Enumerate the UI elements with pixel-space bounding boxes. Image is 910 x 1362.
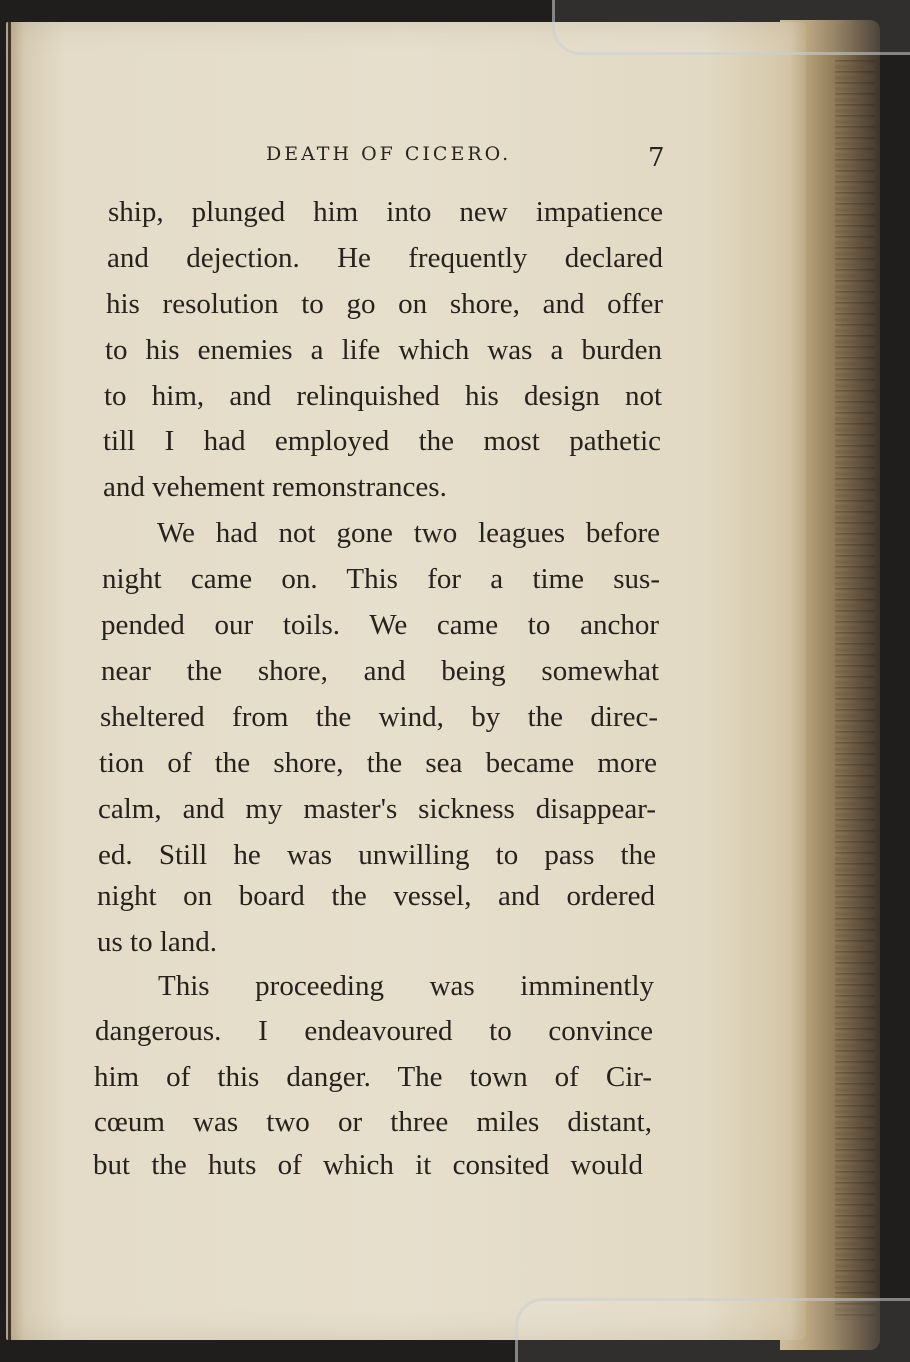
text-line: us to land. — [97, 926, 218, 958]
text-line: pended our toils. We came to anchor — [101, 609, 659, 641]
scanner-clip-top — [552, 0, 910, 55]
text-line: night on board the vessel, and ordered — [97, 880, 655, 912]
text-line: him of this danger. The town of Cir- — [94, 1061, 652, 1093]
binding-gutter — [8, 22, 11, 1340]
scanner-clip-bottom — [515, 1298, 910, 1362]
text-line: and dejection. He frequently declared — [107, 242, 663, 274]
text-line: but the huts of which it consited would — [93, 1149, 643, 1181]
text-line: calm, and my master's sickness disappear- — [98, 793, 656, 825]
text-line: sheltered from the wind, by the direc- — [100, 701, 658, 733]
page-edges-texture — [835, 60, 875, 1320]
text-line: cœum was two or three miles distant, — [94, 1106, 652, 1138]
text-line: and vehement remonstrances. — [103, 471, 447, 503]
text-line: ed. Still he was unwilling to pass the — [98, 839, 656, 871]
page-number: 7 — [648, 143, 665, 173]
text-line: We had not gone two leagues before — [157, 517, 660, 549]
text-line: night came on. This for a time sus- — [102, 563, 660, 595]
text-line: This proceeding was imminently — [158, 970, 654, 1002]
text-line: his resolution to go on shore, and offer — [106, 288, 663, 320]
text-line: ship, plunged him into new impatience — [108, 196, 663, 228]
text-line: dangerous. I endeavoured to convince — [95, 1015, 653, 1047]
text-line: to him, and relinquished his design not — [104, 380, 662, 412]
text-line: till I had employed the most pathetic — [103, 425, 661, 457]
running-title: DEATH OF CICERO. — [266, 143, 512, 165]
text-line: to his enemies a life which was a burden — [105, 334, 662, 366]
text-line: tion of the shore, the sea became more — [99, 747, 657, 779]
text-line: near the shore, and being somewhat — [101, 655, 659, 687]
